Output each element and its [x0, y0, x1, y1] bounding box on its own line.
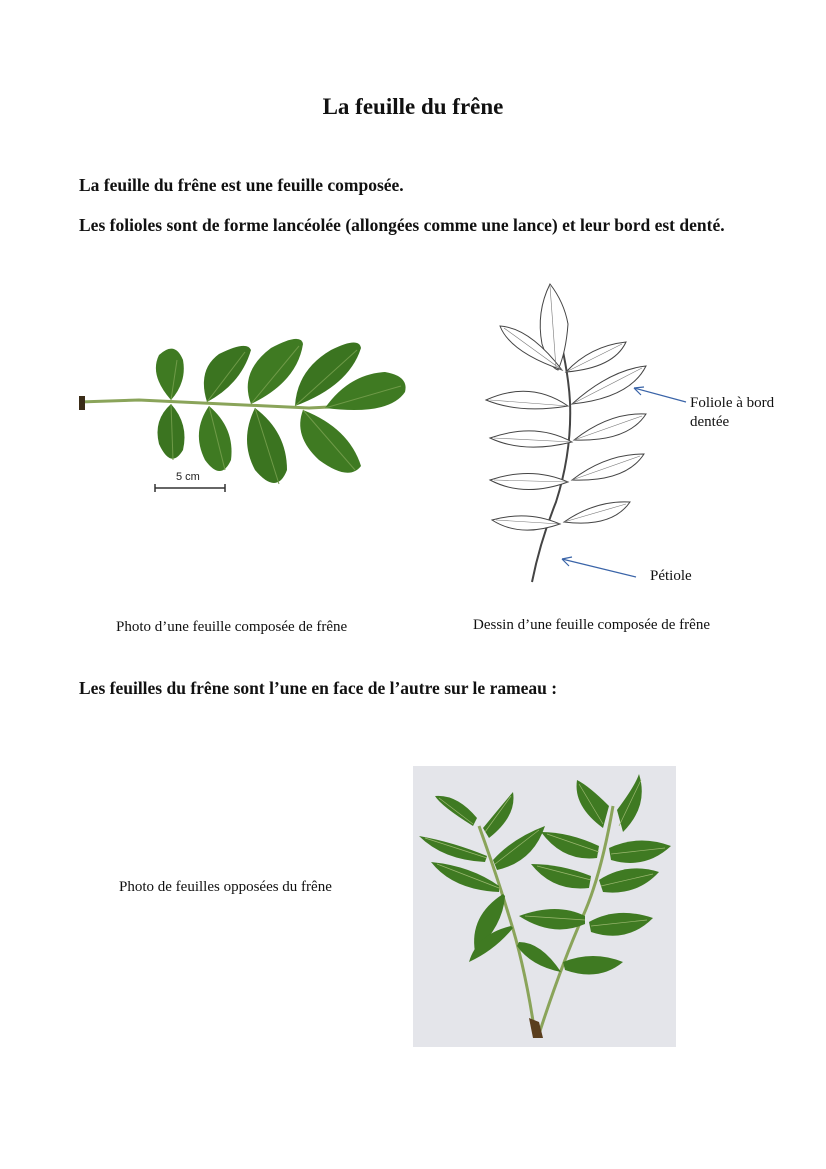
foliole-label — [690, 394, 774, 432]
petiole-label: Pétiole — [650, 568, 692, 584]
petiole-arrow — [558, 555, 640, 581]
compound-leaf-drawing — [480, 282, 650, 587]
scale-bar-label: 5 cm — [176, 471, 200, 483]
opposite-leaves-paragraph: Les feuilles du frêne sont l’une en face de l’autre sur le rameau : — [79, 678, 558, 698]
intro-paragraph: La feuille du frêne est une feuille composée. — [79, 175, 404, 195]
page-title: La feuille du frêne — [322, 94, 504, 119]
foliole-label-line2: dentée — [690, 414, 730, 430]
photo-caption: Photo d’une feuille composée de frêne — [116, 619, 348, 635]
leaflet-shape-paragraph: Les folioles sont de forme lancéolée (allongées comme une lance) et leur bord est denté. — [79, 215, 725, 235]
compound-leaf-photo — [79, 320, 409, 500]
foliole-label-line1: Foliole à bord — [690, 395, 775, 411]
opposite-leaves-photo — [413, 766, 676, 1047]
opposite-leaves-caption: Photo de feuilles opposées du frêne — [119, 879, 332, 895]
foliole-arrow — [630, 384, 690, 406]
drawing-caption: Dessin d’une feuille composée de frêne — [473, 617, 710, 633]
